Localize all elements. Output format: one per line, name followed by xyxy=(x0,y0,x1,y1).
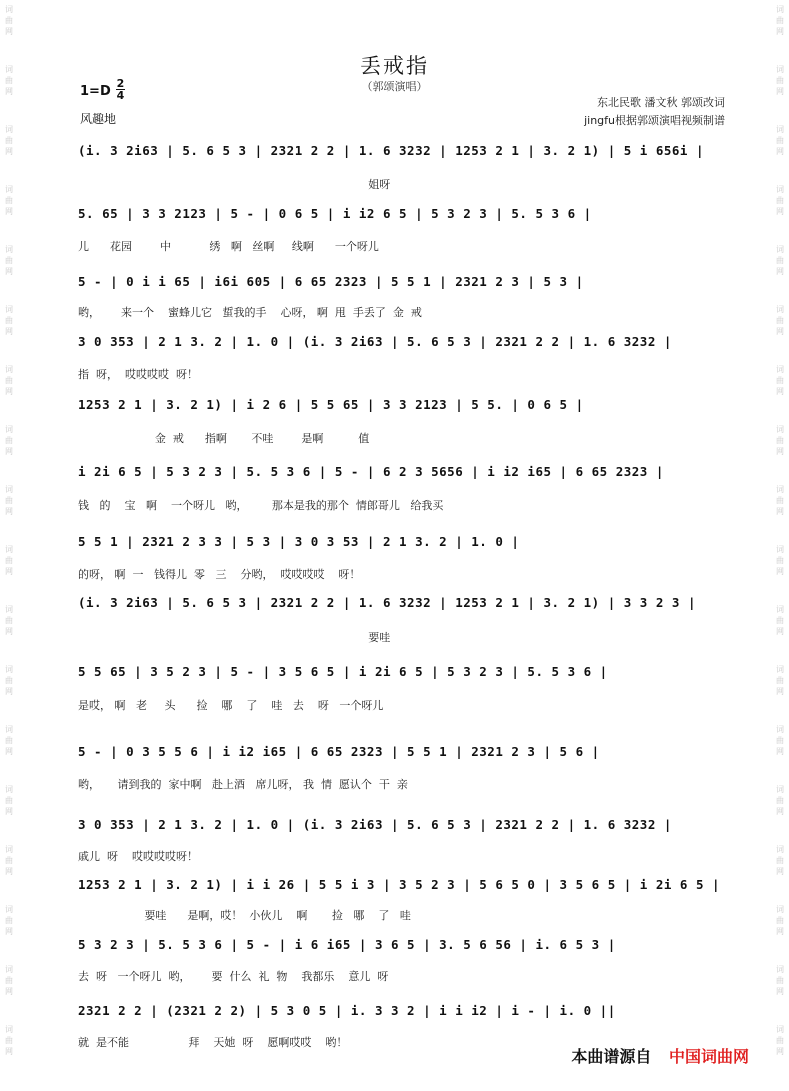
credit-composer: 东北民歌 潘文秋 郭颂改词 xyxy=(597,96,725,109)
watermark-text: 词 曲 网 xyxy=(776,365,784,396)
lyric-line: 哟， 来一个 蜜蜂儿它 蜇我的手 心呀， 啊 甩 手丢了 金 戒 xyxy=(78,306,422,319)
watermark-text: 词 曲 网 xyxy=(5,605,13,636)
watermark-text: 词 曲 网 xyxy=(5,785,13,816)
lyric-line: 是哎， 啊 老 头 捡 哪 了 哇 去 呀 一个呀儿 xyxy=(78,699,384,712)
watermark-text: 词 曲 网 xyxy=(5,305,13,336)
watermark-text: 词 曲 网 xyxy=(5,845,13,876)
notation-line: 5 - | 0 3 5 5 6 | i i2 i65 | 6 65 2323 | 5 5 1 | 2321 2 3 | 5 6 | xyxy=(78,744,600,759)
watermark-text: 词 曲 网 xyxy=(5,1025,13,1056)
watermark-text: 词 曲 网 xyxy=(776,5,784,36)
notation-line: 5 - | 0 i i 65 | i6i 605 | 6 65 2323 | 5 5 1 | 2321 2 3 | 5 3 | xyxy=(78,274,584,289)
lyric-line: 钱 的 宝 啊 一个呀儿 哟， 那本是我的那个 情郎哥儿 给我买 xyxy=(78,499,444,512)
watermark-text: 词 曲 网 xyxy=(5,365,13,396)
lyric-line: 姐呀 xyxy=(78,178,391,191)
performance-style: 风趣地 xyxy=(80,112,117,126)
time-signature-bottom: 4 xyxy=(116,89,125,102)
time-signature xyxy=(116,78,125,101)
song-title: 丢戒指 xyxy=(360,54,429,78)
watermark-text: 词 曲 网 xyxy=(776,545,784,576)
time-signature-top: 2 xyxy=(116,77,125,90)
watermark-text: 词 曲 网 xyxy=(5,545,13,576)
watermark-text: 词 曲 网 xyxy=(776,485,784,516)
watermark-text: 词 曲 网 xyxy=(776,845,784,876)
footer-site-link[interactable]: 中国词曲网 xyxy=(668,1047,749,1066)
key-signature: 1=D xyxy=(80,84,111,99)
notation-line: 5 5 1 | 2321 2 3 3 | 5 3 | 3 0 3 53 | 2 1 3. 2 | 1. 0 | xyxy=(78,534,520,549)
watermark-text: 词 曲 网 xyxy=(776,65,784,96)
notation-line: i 2i 6 5 | 5 3 2 3 | 5. 5 3 6 | 5 - | 6 2 3 5656 | i i2 i65 | 6 65 2323 | xyxy=(78,464,664,479)
watermark-text: 词 曲 网 xyxy=(5,425,13,456)
lyric-line: 指 呀， 哎哎哎哎 呀！ xyxy=(78,368,198,381)
notation-line: (i. 3 2i63 | 5. 6 5 3 | 2321 2 2 | 1. 6 3232 | 1253 2 1 | 3. 2 1) | 3 3 2 3 | xyxy=(78,595,696,610)
watermark-text: 词 曲 网 xyxy=(776,305,784,336)
watermark-text: 词 曲 网 xyxy=(5,965,13,996)
watermark-text: 词 曲 网 xyxy=(776,965,784,996)
watermark-text: 词 曲 网 xyxy=(5,485,13,516)
lyric-line: 哟， 请到我的 家中啊 赴上酒 席儿呀， 我 情 愿认个 干 亲 xyxy=(78,778,408,791)
watermark-text: 词 曲 网 xyxy=(5,125,13,156)
watermark-text: 词 曲 网 xyxy=(776,725,784,756)
source-footer xyxy=(571,1044,749,1067)
footer-source-label: 本曲谱源自 xyxy=(571,1047,652,1066)
watermark-text: 词 曲 网 xyxy=(5,665,13,696)
credit-transcriber: jingfu根据郭颂演唱视频制谱 xyxy=(584,114,725,127)
watermark-text: 词 曲 网 xyxy=(776,185,784,216)
watermark-text: 词 曲 网 xyxy=(776,425,784,456)
lyric-line: 要哇 xyxy=(78,631,391,644)
watermark-text: 词 曲 网 xyxy=(5,185,13,216)
lyric-line: 去 呀 一个呀儿 哟， 要 什么 礼 物 我都乐 意儿 呀 xyxy=(78,970,389,983)
watermark-text: 词 曲 网 xyxy=(5,725,13,756)
notation-line: 3 0 353 | 2 1 3. 2 | 1. 0 | (i. 3 2i63 | 5. 6 5 3 | 2321 2 2 | 1. 6 3232 | xyxy=(78,817,672,832)
lyric-line: 金 戒 指啊 不哇 是啊 值 xyxy=(78,432,370,445)
notation-line: 1253 2 1 | 3. 2 1) | i i 26 | 5 5 i 3 | 3 5 2 3 | 5 6 5 0 | 3 5 6 5 | i 2i 6 5 | xyxy=(78,877,721,892)
lyric-line: 戚儿 呀 哎哎哎哎呀！ xyxy=(78,850,198,863)
watermark-text: 词 曲 网 xyxy=(5,245,13,276)
lyric-line: 要哇 是啊，哎！ 小伙儿 啊 捡 哪 了 哇 xyxy=(78,909,411,922)
watermark-text: 词 曲 网 xyxy=(776,125,784,156)
song-subtitle: （郭颂演唱） xyxy=(361,80,428,93)
notation-line: 2321 2 2 | (2321 2 2) | 5 3 0 5 | i. 3 3 2 | i i i2 | i - | i. 0 || xyxy=(78,1003,616,1018)
watermark-text: 词 曲 网 xyxy=(5,65,13,96)
lyric-line: 的呀， 啊 一 钱得儿 零 三 分哟， 哎哎哎哎 呀！ xyxy=(78,568,361,581)
notation-line: 3 0 353 | 2 1 3. 2 | 1. 0 | (i. 3 2i63 | 5. 6 5 3 | 2321 2 2 | 1. 6 3232 | xyxy=(78,334,672,349)
lyric-line: 儿 花园 中 绣 啊 丝啊 线啊 一个呀儿 xyxy=(78,240,379,253)
watermark-text: 词 曲 网 xyxy=(5,905,13,936)
watermark-text: 词 曲 网 xyxy=(776,905,784,936)
notation-line: (i. 3 2i63 | 5. 6 5 3 | 2321 2 2 | 1. 6 3232 | 1253 2 1 | 3. 2 1) | 5 i 656i | xyxy=(78,143,704,158)
right-watermark-strip xyxy=(771,0,789,1091)
lyric-line: 就 是不能 拜 天她 呀 愿啊哎哎 哟！ xyxy=(78,1036,348,1049)
notation-line: 5 3 2 3 | 5. 5 3 6 | 5 - | i 6 i65 | 3 6 5 | 3. 5 6 56 | i. 6 5 3 | xyxy=(78,937,616,952)
watermark-text: 词 曲 网 xyxy=(776,605,784,636)
watermark-text: 词 曲 网 xyxy=(776,665,784,696)
notation-line: 5 5 65 | 3 5 2 3 | 5 - | 3 5 6 5 | i 2i 6 5 | 5 3 2 3 | 5. 5 3 6 | xyxy=(78,664,608,679)
watermark-text: 词 曲 网 xyxy=(776,1025,784,1056)
watermark-text: 词 曲 网 xyxy=(5,5,13,36)
notation-line: 5. 65 | 3 3 2123 | 5 - | 0 6 5 | i i2 6 5 | 5 3 2 3 | 5. 5 3 6 | xyxy=(78,206,592,221)
notation-line: 1253 2 1 | 3. 2 1) | i 2 6 | 5 5 65 | 3 3 2123 | 5 5. | 0 6 5 | xyxy=(78,397,584,412)
watermark-text: 词 曲 网 xyxy=(776,245,784,276)
watermark-text: 词 曲 网 xyxy=(776,785,784,816)
left-watermark-strip xyxy=(0,0,18,1091)
